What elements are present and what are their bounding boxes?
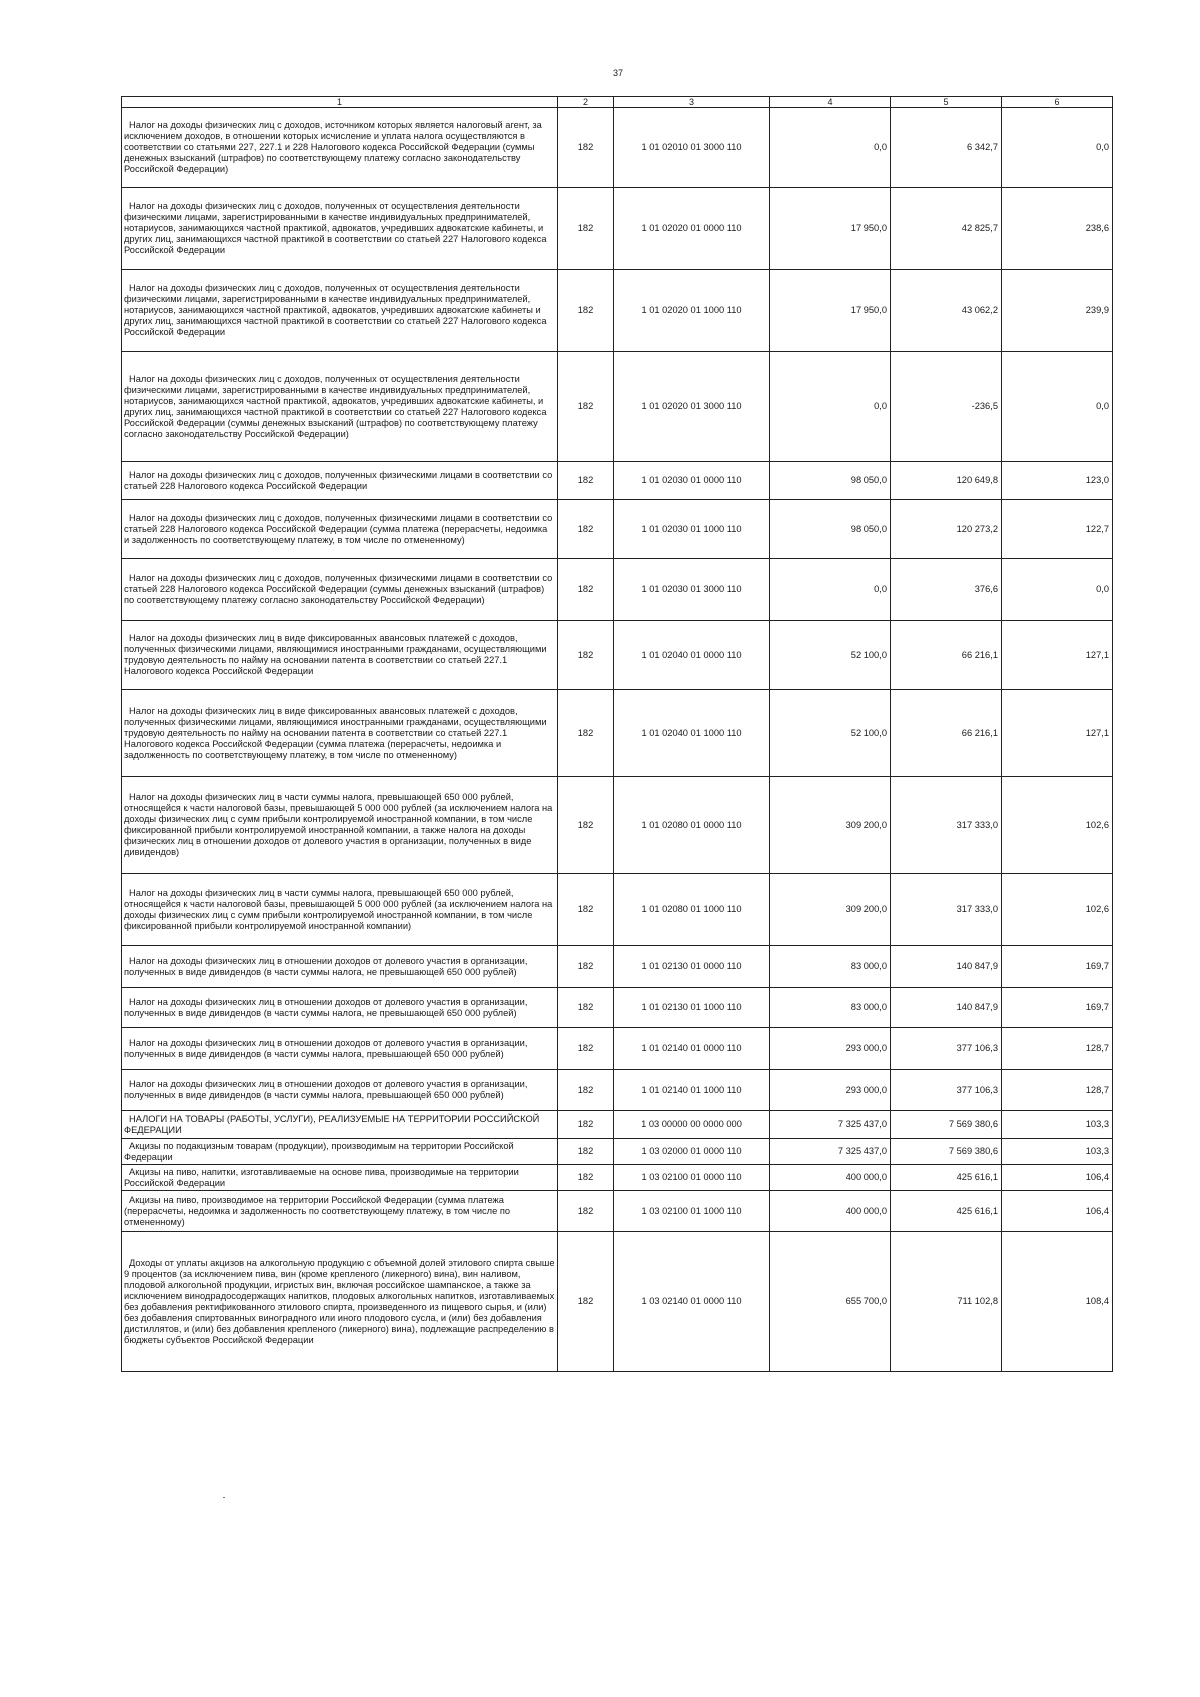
table-row xyxy=(122,777,1113,874)
row-percent-executed-cell xyxy=(1002,500,1113,559)
column-header: 6 xyxy=(1002,97,1113,108)
row-planned-amount: 7 325 437,0 xyxy=(837,1146,887,1156)
row-admin-code: 182 xyxy=(577,819,594,830)
table-row xyxy=(122,188,1113,270)
row-percent-executed: 0,0 xyxy=(1096,142,1109,152)
row-description: Налог на доходы физических лиц в отношении доходов от долевого участия в организации, полученных в виде дивидендов (в части суммы налога, превышающей 650 000 рублей) xyxy=(124,1079,528,1100)
row-budget-code: 1 01 02130 01 1000 110 xyxy=(641,1002,742,1012)
row-description: Налог на доходы физических лиц в отношении доходов от долевого участия в организации, полученных в виде дивидендов (в части суммы налога, не превышающей 650 000 рублей) xyxy=(124,955,528,977)
row-admin-code: 182 xyxy=(577,1172,594,1182)
row-admin-code-cell xyxy=(558,1165,614,1191)
row-planned-amount-cell xyxy=(770,462,891,500)
row-percent-executed: 127,1 xyxy=(1085,727,1109,738)
page-number: 37 xyxy=(612,68,623,78)
row-description-cell xyxy=(122,621,558,690)
row-planned-amount-cell xyxy=(770,1028,891,1070)
row-actual-amount-cell xyxy=(891,188,1002,270)
column-number-row xyxy=(122,97,1113,108)
row-budget-code: 1 01 02010 01 3000 110 xyxy=(641,142,742,152)
row-admin-code: 182 xyxy=(577,1002,594,1012)
table-row xyxy=(122,462,1113,500)
row-description-cell xyxy=(122,1165,558,1191)
row-planned-amount: 83 000,0 xyxy=(850,961,887,971)
table-row xyxy=(122,690,1113,777)
row-admin-code-cell xyxy=(558,1070,614,1111)
row-planned-amount: 0,0 xyxy=(874,584,887,594)
row-admin-code: 182 xyxy=(577,961,594,971)
row-actual-amount-cell xyxy=(891,500,1002,559)
row-budget-code: 1 01 02130 01 0000 110 xyxy=(641,961,742,971)
row-percent-executed-cell xyxy=(1002,777,1113,874)
row-description: Доходы от уплаты акцизов на алкогольную продукцию с объемной долей этилового спирта свыше 9 процентов (за исключением пива, вин (кроме крепленого (ликерного) вина), вин наливом, плодовой алкогольной продукции, игристых вин, включая российское шампанское, а также за исключением винодрадосодержащих напитков, плодовых алкогольных напитков, изготавливаемых без добавления ректификованного этилового спирта, произведенного из пищевого сырья, и (или) без добавления спиртованных виноградного или иного плодового сусла, и (или) без добавления дистиллятов, и (или) без добавления крепленого (ликерного) вина), подлежащие распределению в бюджеты субъектов Российской Федерации xyxy=(124,1257,555,1345)
row-actual-amount-cell xyxy=(891,777,1002,874)
row-description-cell xyxy=(122,1139,558,1165)
row-budget-code-cell xyxy=(614,690,770,777)
row-description-cell xyxy=(122,1028,558,1070)
row-actual-amount: 66 216,1 xyxy=(961,727,998,738)
row-description: Акцизы на пиво, напитки, изготавливаемые на основе пива, производимые на территории Российской Федерации xyxy=(124,1166,519,1188)
row-description-cell xyxy=(122,874,558,946)
row-budget-code-cell xyxy=(614,777,770,874)
row-description: Налог на доходы физических лиц с доходов, источником которых является налоговый агент, за исключением доходов, в отношении которых исчисление и уплата налога осуществляются в соответствии со статьями 227, 227.1 и 228 Налогового кодекса Российской Федерации (суммы денежных взысканий (штрафов) по соответствующему платежу согласно законодательству Российской Федерации) xyxy=(124,120,542,174)
revenue-table xyxy=(121,96,1113,1372)
row-percent-executed: 103,3 xyxy=(1085,1119,1109,1129)
row-actual-amount-cell xyxy=(891,108,1002,188)
row-percent-executed-cell xyxy=(1002,1139,1113,1165)
row-planned-amount-cell xyxy=(770,1139,891,1165)
row-actual-amount-cell xyxy=(891,352,1002,462)
column-header: 5 xyxy=(891,97,1002,108)
row-percent-executed: 0,0 xyxy=(1096,401,1109,411)
row-budget-code: 1 01 02030 01 1000 110 xyxy=(641,523,742,534)
row-percent-executed-cell xyxy=(1002,559,1113,621)
row-percent-executed: 239,9 xyxy=(1085,305,1109,315)
row-budget-code-cell xyxy=(614,559,770,621)
table-row xyxy=(122,1232,1113,1372)
row-admin-code-cell xyxy=(558,188,614,270)
row-actual-amount-cell xyxy=(891,1070,1002,1111)
row-budget-code-cell xyxy=(614,946,770,988)
row-planned-amount: 17 950,0 xyxy=(850,223,887,233)
row-budget-code: 1 03 02100 01 1000 110 xyxy=(641,1205,742,1216)
row-planned-amount: 98 050,0 xyxy=(850,523,887,534)
row-percent-executed-cell xyxy=(1002,270,1113,352)
row-planned-amount-cell xyxy=(770,1191,891,1232)
row-planned-amount: 293 000,0 xyxy=(845,1084,887,1095)
row-description-cell xyxy=(122,462,558,500)
row-description: НАЛОГИ НА ТОВАРЫ (РАБОТЫ, УСЛУГИ), РЕАЛИЗУЕМЫЕ НА ТЕРРИТОРИИ РОССИЙСКОЙ ФЕДЕРАЦИИ xyxy=(124,1113,540,1135)
row-admin-code: 182 xyxy=(577,1043,594,1053)
row-planned-amount-cell xyxy=(770,188,891,270)
row-budget-code: 1 01 02030 01 3000 110 xyxy=(641,584,742,594)
row-budget-code-cell xyxy=(614,462,770,500)
row-percent-executed-cell xyxy=(1002,621,1113,690)
row-percent-executed-cell xyxy=(1002,352,1113,462)
table-row xyxy=(122,559,1113,621)
row-percent-executed-cell xyxy=(1002,1191,1113,1232)
row-budget-code: 1 01 02080 01 0000 110 xyxy=(641,819,742,830)
row-admin-code-cell xyxy=(558,777,614,874)
row-planned-amount-cell xyxy=(770,874,891,946)
table-row xyxy=(122,500,1113,559)
row-description: Акцизы по подакцизным товарам (продукции), производимым на территории Российской Федерации xyxy=(124,1140,514,1162)
row-planned-amount: 309 200,0 xyxy=(845,819,887,830)
row-planned-amount: 655 700,0 xyxy=(845,1296,887,1306)
table-row xyxy=(122,1070,1113,1111)
scan-speck xyxy=(223,1497,225,1498)
row-budget-code: 1 03 02140 01 0000 110 xyxy=(641,1296,742,1306)
row-description: Налог на доходы физических лиц в части суммы налога, превышающей 650 000 рублей, относящейся к части налоговой базы, превышающей 5 000 000 рублей (за исключением налога на доходы физических лиц с сумм прибыли контролируемой иностранной компании, в том числе фиксированной прибыли контролируемой иностранной компании) xyxy=(124,887,553,931)
row-actual-amount-cell xyxy=(891,1139,1002,1165)
row-percent-executed-cell xyxy=(1002,1028,1113,1070)
row-actual-amount: 120 273,2 xyxy=(956,523,998,534)
row-actual-amount-cell xyxy=(891,462,1002,500)
row-percent-executed-cell xyxy=(1002,108,1113,188)
row-admin-code-cell xyxy=(558,874,614,946)
row-percent-executed: 0,0 xyxy=(1096,584,1109,594)
table-row xyxy=(122,1028,1113,1070)
row-budget-code-cell xyxy=(614,1232,770,1372)
row-planned-amount-cell xyxy=(770,690,891,777)
row-admin-code-cell xyxy=(558,1232,614,1372)
row-planned-amount-cell xyxy=(770,621,891,690)
row-budget-code-cell xyxy=(614,108,770,188)
row-planned-amount-cell xyxy=(770,1232,891,1372)
row-description-cell xyxy=(122,777,558,874)
row-percent-executed: 169,7 xyxy=(1085,1002,1109,1012)
row-percent-executed: 108,4 xyxy=(1085,1296,1109,1306)
row-percent-executed: 106,4 xyxy=(1085,1205,1109,1216)
row-budget-code: 1 01 02020 01 0000 110 xyxy=(641,223,742,233)
row-planned-amount: 309 200,0 xyxy=(845,904,887,914)
row-actual-amount: 425 616,1 xyxy=(956,1205,998,1216)
row-actual-amount-cell xyxy=(891,1232,1002,1372)
row-admin-code: 182 xyxy=(577,401,594,411)
row-budget-code: 1 01 02040 01 0000 110 xyxy=(641,649,742,660)
table-row xyxy=(122,1139,1113,1165)
row-description: Налог на доходы физических лиц с доходов, полученных от осуществления деятельности физическими лицами, зарегистрированными в качестве индивидуальных предпринимателей, нотариусов, занимающихся частной практикой, адвокатов, учредивших адвокатские кабинеты, и других лиц, занимающихся частной практикой в соответствии со статьей 227 Налогового кодекса Российской Федерации xyxy=(124,201,547,255)
row-budget-code-cell xyxy=(614,500,770,559)
row-description: Налог на доходы физических лиц с доходов, полученных от осуществления деятельности физическими лицами, зарегистрированными в качестве индивидуальных предпринимателей, нотариусов, занимающихся частной практикой, адвокатов, учредивших адвокатские кабинеты и других лиц, занимающихся частной практикой в соответствии со статьей 227 Налогового кодекса Российской Федерации xyxy=(124,283,547,337)
row-admin-code: 182 xyxy=(577,1146,594,1156)
row-actual-amount: 140 847,9 xyxy=(956,1002,998,1012)
row-actual-amount: 377 106,3 xyxy=(956,1043,998,1053)
row-budget-code: 1 03 00000 00 0000 000 xyxy=(641,1119,742,1129)
row-admin-code: 182 xyxy=(577,1205,594,1216)
row-description: Налог на доходы физических лиц в отношении доходов от долевого участия в организации, полученных в виде дивидендов (в части суммы налога, превышающей 650 000 рублей) xyxy=(124,1037,528,1059)
row-admin-code-cell xyxy=(558,500,614,559)
row-planned-amount-cell xyxy=(770,500,891,559)
row-budget-code-cell xyxy=(614,1111,770,1139)
column-header: 2 xyxy=(558,97,614,108)
row-planned-amount: 400 000,0 xyxy=(845,1172,887,1182)
row-admin-code-cell xyxy=(558,1191,614,1232)
row-planned-amount-cell xyxy=(770,1111,891,1139)
table-row xyxy=(122,270,1113,352)
row-actual-amount-cell xyxy=(891,559,1002,621)
row-percent-executed: 238,6 xyxy=(1085,223,1109,233)
row-budget-code: 1 01 02020 01 3000 110 xyxy=(641,401,742,411)
row-budget-code: 1 01 02140 01 0000 110 xyxy=(641,1043,742,1053)
table-row xyxy=(122,352,1113,462)
row-actual-amount: 66 216,1 xyxy=(961,649,998,660)
row-description: Налог на доходы физических лиц с доходов, полученных физическими лицами в соответствии со статьей 228 Налогового кодекса Российской Федерации (сумма платежа (перерасчеты, недоимка и задолженность по соответствующему платежу, в том числе по отмененному) xyxy=(124,512,553,545)
row-description-cell xyxy=(122,559,558,621)
row-budget-code: 1 01 02030 01 0000 110 xyxy=(641,475,742,485)
row-percent-executed: 103,3 xyxy=(1085,1146,1109,1156)
row-actual-amount: 317 333,0 xyxy=(956,819,998,830)
table-row xyxy=(122,1165,1113,1191)
row-budget-code: 1 01 02140 01 1000 110 xyxy=(641,1084,742,1095)
row-budget-code-cell xyxy=(614,1070,770,1111)
column-header: 3 xyxy=(614,97,770,108)
row-planned-amount: 52 100,0 xyxy=(850,649,887,660)
row-admin-code-cell xyxy=(558,462,614,500)
row-planned-amount-cell xyxy=(770,559,891,621)
row-admin-code-cell xyxy=(558,1111,614,1139)
row-actual-amount: 120 649,8 xyxy=(956,475,998,485)
row-planned-amount-cell xyxy=(770,988,891,1028)
row-budget-code: 1 01 02080 01 1000 110 xyxy=(641,904,742,914)
row-description-cell xyxy=(122,690,558,777)
row-actual-amount-cell xyxy=(891,988,1002,1028)
table-row xyxy=(122,988,1113,1028)
row-budget-code-cell xyxy=(614,621,770,690)
row-description-cell xyxy=(122,1070,558,1111)
row-budget-code-cell xyxy=(614,1028,770,1070)
row-actual-amount: -236,5 xyxy=(971,401,998,411)
row-description-cell xyxy=(122,946,558,988)
row-admin-code: 182 xyxy=(577,904,594,914)
row-admin-code-cell xyxy=(558,1028,614,1070)
column-header: 1 xyxy=(122,97,558,108)
row-actual-amount-cell xyxy=(891,1028,1002,1070)
row-admin-code: 182 xyxy=(577,523,594,534)
row-description-cell xyxy=(122,1232,558,1372)
row-budget-code-cell xyxy=(614,270,770,352)
row-percent-executed-cell xyxy=(1002,1111,1113,1139)
row-budget-code: 1 03 02000 01 0000 110 xyxy=(641,1146,742,1156)
row-actual-amount: 376,6 xyxy=(974,584,998,594)
row-percent-executed: 128,7 xyxy=(1085,1084,1109,1095)
row-description: Акцизы на пиво, производимое на территории Российской Федерации (сумма платежа (перерасчеты, недоимка и задолженность по соответствующему платежу, в том числе по отмененному) xyxy=(124,1194,511,1227)
row-percent-executed: 127,1 xyxy=(1085,649,1109,660)
row-actual-amount-cell xyxy=(891,270,1002,352)
row-budget-code-cell xyxy=(614,352,770,462)
row-budget-code-cell xyxy=(614,1191,770,1232)
row-admin-code: 182 xyxy=(577,305,594,315)
row-actual-amount: 43 062,2 xyxy=(961,305,998,315)
table-row xyxy=(122,874,1113,946)
row-description-cell xyxy=(122,352,558,462)
row-actual-amount: 7 569 380,6 xyxy=(948,1146,998,1156)
row-admin-code-cell xyxy=(558,270,614,352)
row-planned-amount: 98 050,0 xyxy=(850,475,887,485)
row-planned-amount: 17 950,0 xyxy=(850,305,887,315)
row-percent-executed: 128,7 xyxy=(1085,1043,1109,1053)
row-description-cell xyxy=(122,270,558,352)
row-actual-amount: 6 342,7 xyxy=(966,142,998,152)
row-budget-code: 1 03 02100 01 0000 110 xyxy=(641,1172,742,1182)
row-budget-code: 1 01 02040 01 1000 110 xyxy=(641,727,742,738)
row-admin-code-cell xyxy=(558,1139,614,1165)
row-description: Налог на доходы физических лиц с доходов, полученных физическими лицами в соответствии со статьей 228 Налогового кодекса Российской Федерации xyxy=(124,469,553,491)
row-planned-amount-cell xyxy=(770,1070,891,1111)
row-percent-executed-cell xyxy=(1002,188,1113,270)
row-planned-amount: 0,0 xyxy=(874,142,887,152)
row-admin-code: 182 xyxy=(577,223,594,233)
row-percent-executed-cell xyxy=(1002,462,1113,500)
table-row xyxy=(122,108,1113,188)
table-row xyxy=(122,621,1113,690)
row-percent-executed-cell xyxy=(1002,874,1113,946)
row-actual-amount-cell xyxy=(891,621,1002,690)
row-percent-executed-cell xyxy=(1002,1070,1113,1111)
table-row xyxy=(122,1111,1113,1139)
row-actual-amount-cell xyxy=(891,874,1002,946)
row-admin-code-cell xyxy=(558,108,614,188)
row-actual-amount: 140 847,9 xyxy=(956,961,998,971)
table-row xyxy=(122,946,1113,988)
row-description-cell xyxy=(122,1111,558,1139)
row-percent-executed-cell xyxy=(1002,1232,1113,1372)
row-percent-executed: 102,6 xyxy=(1085,904,1109,914)
row-admin-code: 182 xyxy=(577,142,594,152)
row-admin-code: 182 xyxy=(577,1119,594,1129)
row-description-cell xyxy=(122,108,558,188)
row-actual-amount: 317 333,0 xyxy=(956,904,998,914)
column-header: 4 xyxy=(770,97,891,108)
row-percent-executed: 123,0 xyxy=(1085,475,1109,485)
row-actual-amount: 425 616,1 xyxy=(956,1172,998,1182)
row-description: Налог на доходы физических лиц в отношении доходов от долевого участия в организации, полученных в виде дивидендов (в части суммы налога, не превышающей 650 000 рублей) xyxy=(124,996,528,1018)
row-actual-amount-cell xyxy=(891,1111,1002,1139)
row-admin-code: 182 xyxy=(577,727,594,738)
table-body xyxy=(122,108,1113,1372)
row-actual-amount-cell xyxy=(891,1165,1002,1191)
row-actual-amount: 377 106,3 xyxy=(956,1084,998,1095)
row-description: Налог на доходы физических лиц с доходов, полученных от осуществления деятельности физическими лицами, зарегистрированными в качестве индивидуальных предпринимателей, нотариусов, занимающихся частной практикой, адвокатов, учредивших адвокатские кабинеты, и других лиц, занимающихся частной практикой в соответствии со статьей 227 Налогового кодекса Российской Федерации (суммы денежных взысканий (штрафов) по соответствующему платежу согласно законодательству Российской Федерации) xyxy=(124,373,547,439)
row-admin-code: 182 xyxy=(577,649,594,660)
row-admin-code: 182 xyxy=(577,1084,594,1095)
row-description: Налог на доходы физических лиц в виде фиксированных авансовых платежей с доходов, полученных физическими лицами, являющимися иностранными гражданами, осуществляющими трудовую деятельность по найму на основании патента в соответствии со статьей 227.1 Налогового кодекса Российской Федерации (сумма платежа (перерасчеты, недоимка и задолженность по соответствующему платежу, в том числе по отмененному) xyxy=(124,705,547,760)
row-planned-amount: 0,0 xyxy=(874,401,887,411)
row-admin-code: 182 xyxy=(577,475,594,485)
row-planned-amount-cell xyxy=(770,108,891,188)
row-budget-code-cell xyxy=(614,1139,770,1165)
row-budget-code-cell xyxy=(614,988,770,1028)
row-planned-amount: 7 325 437,0 xyxy=(837,1119,887,1129)
row-description: Налог на доходы физических лиц в части суммы налога, превышающей 650 000 рублей, относящейся к части налоговой базы, превышающей 5 000 000 рублей (за исключением налога на доходы физических лиц с сумм прибыли контролируемой иностранной компании, в том числе фиксированной прибыли контролируемой иностранной компании, а также налога на доходы физических лиц в отношении доходов от долевого участия в организации, полученных в виде дивидендов) xyxy=(124,792,553,857)
row-planned-amount: 293 000,0 xyxy=(845,1043,887,1053)
row-description-cell xyxy=(122,988,558,1028)
row-planned-amount: 400 000,0 xyxy=(845,1205,887,1216)
row-planned-amount-cell xyxy=(770,946,891,988)
row-planned-amount: 52 100,0 xyxy=(850,727,887,738)
row-percent-executed: 106,4 xyxy=(1085,1172,1109,1182)
row-percent-executed: 122,7 xyxy=(1085,523,1109,534)
row-actual-amount: 711 102,8 xyxy=(957,1296,998,1306)
row-actual-amount: 42 825,7 xyxy=(961,223,998,233)
row-budget-code-cell xyxy=(614,874,770,946)
row-description-cell xyxy=(122,188,558,270)
row-admin-code-cell xyxy=(558,559,614,621)
row-planned-amount-cell xyxy=(770,270,891,352)
row-actual-amount-cell xyxy=(891,690,1002,777)
row-admin-code-cell xyxy=(558,352,614,462)
row-admin-code-cell xyxy=(558,988,614,1028)
row-actual-amount-cell xyxy=(891,1191,1002,1232)
row-percent-executed: 169,7 xyxy=(1085,961,1109,971)
row-percent-executed-cell xyxy=(1002,690,1113,777)
row-description-cell xyxy=(122,1191,558,1232)
row-percent-executed-cell xyxy=(1002,946,1113,988)
row-planned-amount: 83 000,0 xyxy=(850,1002,887,1012)
row-budget-code: 1 01 02020 01 1000 110 xyxy=(641,305,742,315)
row-planned-amount-cell xyxy=(770,777,891,874)
row-description: Налог на доходы физических лиц в виде фиксированных авансовых платежей с доходов, полученных физическими лицами, являющимися иностранными гражданами, осуществляющими трудовую деятельность по найму на основании патента в соответствии со статьей 227.1 Налогового кодекса Российской Федерации xyxy=(124,633,547,676)
table-row xyxy=(122,1191,1113,1232)
row-percent-executed-cell xyxy=(1002,1165,1113,1191)
row-actual-amount-cell xyxy=(891,946,1002,988)
row-actual-amount: 7 569 380,6 xyxy=(948,1119,998,1129)
row-planned-amount-cell xyxy=(770,352,891,462)
row-percent-executed-cell xyxy=(1002,988,1113,1028)
row-admin-code-cell xyxy=(558,946,614,988)
row-budget-code-cell xyxy=(614,1165,770,1191)
row-budget-code-cell xyxy=(614,188,770,270)
row-description: Налог на доходы физических лиц с доходов, полученных физическими лицами в соответствии со статьей 228 Налогового кодекса Российской Федерации (суммы денежных взысканий (штрафов) по соответствующему платежу согласно законодательству Российской Федерации) xyxy=(124,573,553,605)
row-admin-code-cell xyxy=(558,621,614,690)
row-planned-amount-cell xyxy=(770,1165,891,1191)
row-percent-executed: 102,6 xyxy=(1085,819,1109,830)
row-admin-code-cell xyxy=(558,690,614,777)
row-admin-code: 182 xyxy=(577,1296,594,1306)
row-description-cell xyxy=(122,500,558,559)
row-admin-code: 182 xyxy=(577,584,594,594)
